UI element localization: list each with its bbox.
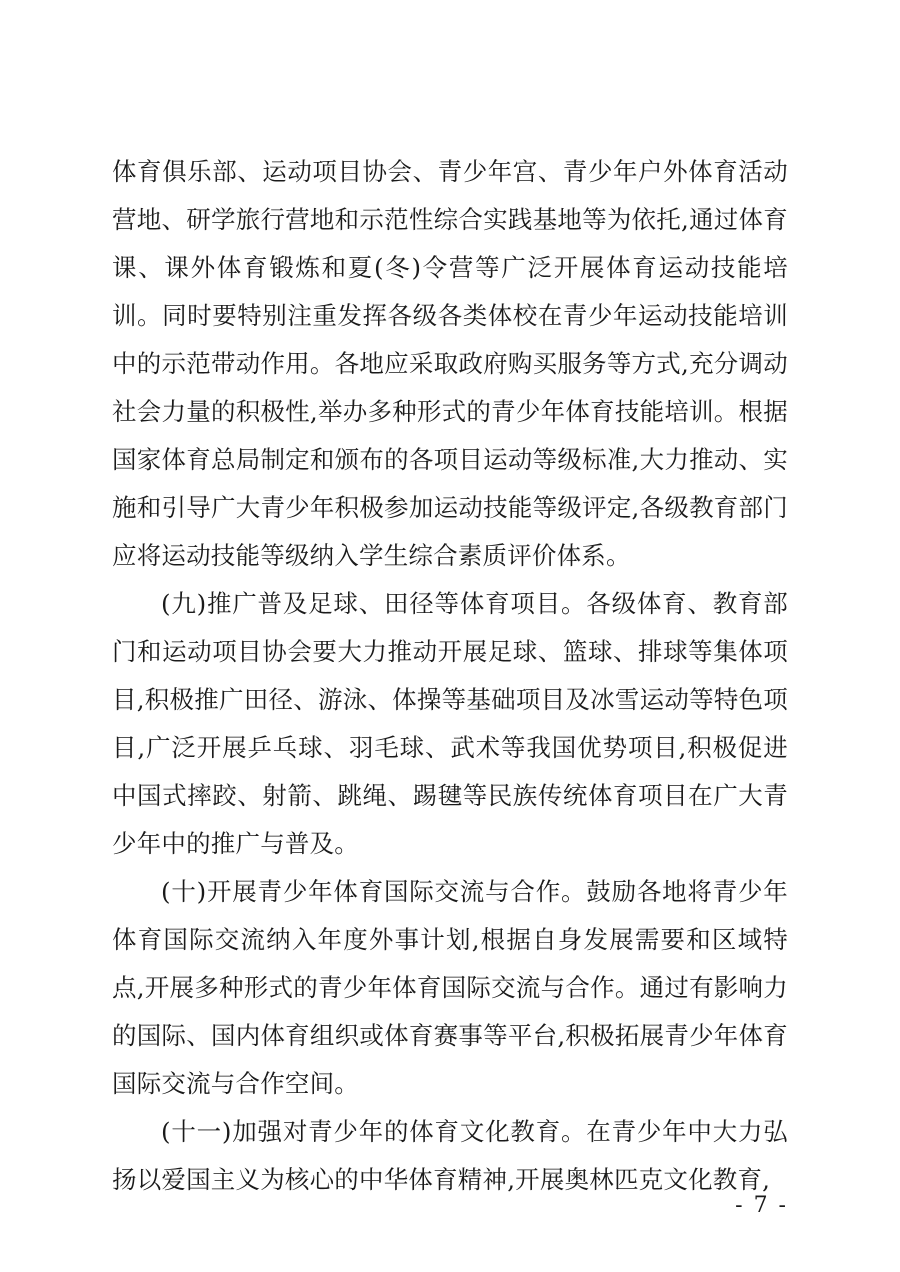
document-body — [112, 148, 788, 1204]
paragraph: (十一)加强对青少年的体育文化教育。在青少年中大力弘扬以爱国主义为核心的中华体育精神,开展奥林匹克文化教育, — [112, 1117, 788, 1194]
paragraph: 体育俱乐部、运动项目协会、青少年宫、青少年户外体育活动营地、研学旅行营地和示范性综合实践基地等为依托,通过体育课、课外体育锻炼和夏(冬)令营等广泛开展体育运动技能培训。同时要特别注重发挥各级各类体校在青少年运动技能培训中的示范带动作用。各地应采取政府购买服务等方式,充分调动社会力量的积极性,举办多种形式的青少年体育技能培训。根据国家体育总局制定和颁布的各项目运动等级标准,大力推动、实施和引导广大青少年积极参加运动技能等级评定,各级教育部门应将运动技能等级纳入学生综合素质评价体系。 — [112, 157, 788, 570]
page-number: - 7 - — [735, 1193, 788, 1218]
paragraph: (十)开展青少年体育国际交流与合作。鼓励各地将青少年体育国际交流纳入年度外事计划,根据自身发展需要和区域特点,开展多种形式的青少年体育国际交流与合作。通过有影响力的国际、国内体育组织或体育赛事等平台,积极拓展青少年体育国际交流与合作空间。 — [112, 877, 788, 1098]
paragraph: (九)推广普及足球、田径等体育项目。各级体育、教育部门和运动项目协会要大力推动开展足球、篮球、排球等集体项目,积极推广田径、游泳、体操等基础项目及冰雪运动等特色项目,广泛开展乒乓球、羽毛球、武术等我国优势项目,积极促进中国式摔跤、射箭、跳绳、踢毽等民族传统体育项目在广大青少年中的推广与普及。 — [112, 589, 788, 858]
